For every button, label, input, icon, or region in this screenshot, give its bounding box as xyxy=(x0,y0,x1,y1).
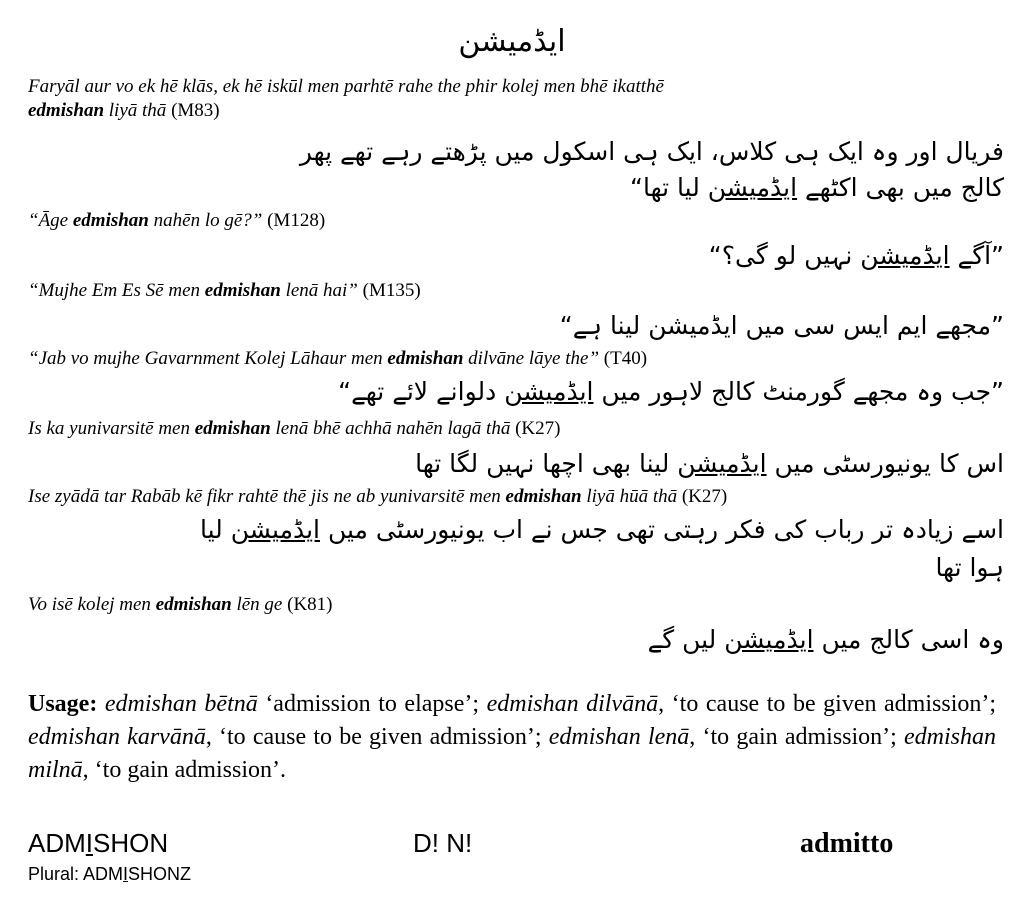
transliteration-3: “Mujhe Em Es Sē men edmishan lenā hai” (M135) xyxy=(28,280,421,301)
reference: (M83) xyxy=(171,100,220,121)
urdu-line-1: فریال اور وہ ایک ہی کلاس، ایک ہی اسکول میں پڑھتے رہے تھے پھر xyxy=(299,137,1004,166)
urdu-line-6: اسے زیادہ تر رباب کی فکر رہتی تھی جس نے اب یونیورسٹی میں ایڈمیشن لیا xyxy=(199,515,1004,544)
shavian-spelling: ADMISHON xyxy=(28,828,169,858)
part-of-speech: D! N! xyxy=(413,828,473,858)
transliteration-1: Faryāl aur vo ek hē klās, ek hē iskūl men parhtē rahe the phir kolej men bhē ikatthē xyxy=(28,76,664,97)
urdu-line-7: وہ اسی کالج میں ایڈمیشن لیں گے xyxy=(647,625,1004,654)
transliteration-4: “Jab vo mujhe Gavarnment Kolej Lāhaur men edmishan dilvāne lāye the” (T40) xyxy=(28,348,648,369)
reference: (K27) xyxy=(515,418,561,439)
reference: (M135) xyxy=(362,280,421,301)
usage-label: Usage: xyxy=(28,691,98,717)
latin-etymon: admitto xyxy=(800,828,894,859)
urdu-line-5: اس کا یونیورسٹی میں ایڈمیشن لینا بھی اچھا نہیں لگا تھا xyxy=(415,449,1004,478)
reference: (T40) xyxy=(603,348,648,369)
urdu-line-2: ”آگے ایڈمیشن نہیں لو گی؟“ xyxy=(708,241,1004,270)
usage-paragraph: Usage: edmishan bētnā ‘admission to elapse’; edmishan dilvānā, ‘to cause to be given admission’; edmishan karvānā, ‘to cause to be given admission’; edmishan lenā, ‘to gain admission’; edmishan milnā, ‘to gain admission’. xyxy=(28,691,997,783)
headword: ایڈمیشن xyxy=(458,24,566,59)
reference: (K27) xyxy=(681,486,728,507)
plural-form: Plural: ADMISHONZ xyxy=(28,864,192,884)
transliteration-2: “Āge edmishan nahēn lo gē?” (M128) xyxy=(28,210,326,231)
reference: (M128) xyxy=(267,210,326,231)
urdu-line-6b: ہوا تھا xyxy=(935,553,1004,582)
transliteration-1b: edmishan liyā thā (M83) xyxy=(28,100,220,121)
urdu-line-4: ”جب وہ مجھے گورمنٹ کالج لاہور میں ایڈمیشن دلوانے لائے تھے“ xyxy=(338,377,1004,406)
urdu-line-3: ”مجھے ایم ایس سی میں ایڈمیشن لینا ہے“ xyxy=(559,311,1004,340)
transliteration-5: Is ka yunivarsitē men edmishan lenā bhē achhā nahēn lagā thā (K27) xyxy=(28,418,561,439)
reference: (K81) xyxy=(287,594,333,615)
transliteration-7: Vo isē kolej men edmishan lēn ge (K81) xyxy=(28,594,333,615)
transliteration-6: Ise zyādā tar Rabāb kē fikr rahtē thē jis ne ab yunivarsitē men edmishan liyā hūā thā (K27) xyxy=(28,486,728,507)
urdu-line-1b: کالج میں بھی اکٹھے ایڈمیشن لیا تھا“ xyxy=(630,173,1004,202)
